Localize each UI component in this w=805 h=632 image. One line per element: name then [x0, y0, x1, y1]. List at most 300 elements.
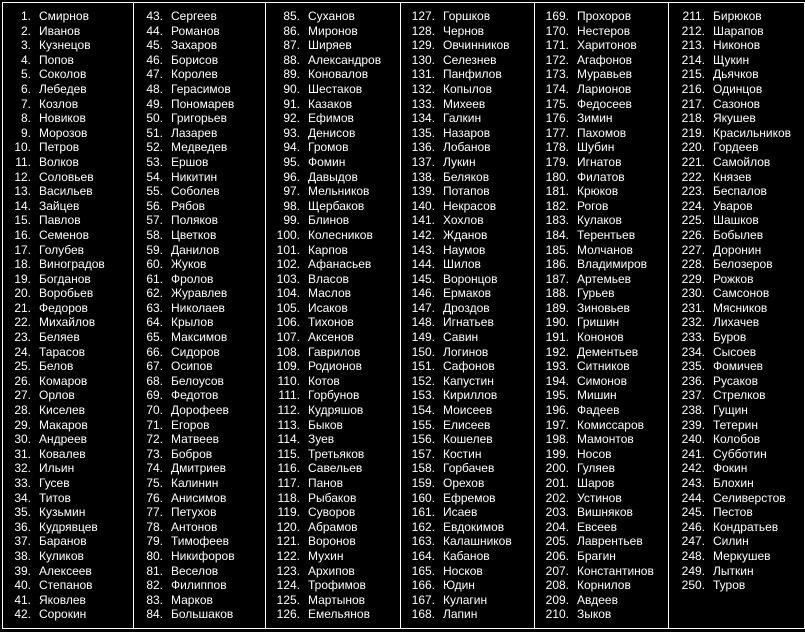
list-item: [266, 578, 400, 593]
surname: Сысоев: [713, 344, 757, 359]
list-item: [669, 403, 804, 418]
list-item: [669, 330, 804, 345]
rank-number: 167.: [411, 592, 435, 607]
rank-number: 86.: [283, 23, 300, 38]
rank-number: 28.: [14, 403, 31, 418]
surname: Гордеев: [713, 140, 759, 155]
list-item: [669, 67, 804, 82]
rank-number: 47.: [146, 67, 163, 82]
surname-column-5: [535, 3, 669, 629]
list-item: [134, 491, 265, 506]
surname: Моисеев: [443, 403, 493, 418]
rank-number: 202.: [545, 490, 569, 505]
list-item: [266, 155, 400, 170]
rank-number: 45.: [146, 38, 163, 53]
list-item: [266, 374, 400, 389]
surname: Виноградов: [39, 257, 105, 272]
rank-number: 74.: [146, 461, 163, 476]
list-item: [3, 461, 133, 476]
surname: Калинин: [171, 476, 219, 490]
list-item: [669, 228, 804, 243]
rank-number: 96.: [283, 169, 300, 184]
surname: Самойлов: [713, 154, 771, 169]
surname: Смирнов: [39, 9, 89, 23]
surname: Филатов: [577, 169, 625, 184]
list-item: [134, 564, 265, 579]
rank-number: 181.: [545, 184, 569, 199]
rank-number: 233.: [681, 330, 705, 345]
surname: Пестов: [713, 505, 753, 520]
rank-number: 52.: [146, 140, 163, 155]
list-item: [535, 170, 668, 185]
surname: Савин: [443, 330, 479, 345]
rank-number: 39.: [14, 563, 31, 578]
rank-number: 6.: [20, 81, 31, 96]
surname: Иванов: [39, 23, 81, 38]
surname: Уваров: [713, 198, 753, 213]
list-item: [266, 491, 400, 506]
rank-number: 212.: [681, 23, 705, 38]
rank-number: 232.: [681, 315, 705, 330]
surname: Костин: [443, 446, 482, 461]
surname: Егоров: [171, 417, 210, 432]
rank-number: 124.: [276, 578, 300, 593]
rank-number: 129.: [411, 38, 435, 53]
rank-number: 40.: [14, 578, 31, 593]
surname-column-2: [134, 3, 266, 629]
rank-number: 155.: [411, 417, 435, 432]
list-item: [266, 432, 400, 447]
surname: Красильников: [713, 125, 792, 140]
surname: Щукин: [713, 52, 750, 67]
rank-number: 92.: [283, 111, 300, 126]
surname: Гурьев: [577, 286, 615, 301]
rank-number: 73.: [146, 446, 163, 461]
rank-number: 214.: [681, 52, 705, 67]
surname: Кононов: [577, 330, 624, 345]
surname: Горшков: [443, 9, 491, 23]
rank-number: 23.: [14, 330, 31, 345]
surname: Сидоров: [171, 344, 220, 359]
surname: Рыбаков: [308, 490, 357, 505]
rank-number: 178.: [545, 140, 569, 155]
list-item: [134, 432, 265, 447]
surname: Аксенов: [308, 330, 354, 345]
rank-number: 16.: [14, 227, 31, 242]
surname: Николаев: [171, 300, 225, 315]
list-item: [3, 447, 133, 462]
surname: Киселев: [39, 403, 86, 418]
list-item: [134, 520, 265, 535]
surname: Петров: [39, 140, 80, 155]
list-item: [401, 432, 534, 447]
rank-number: 82.: [146, 578, 163, 593]
surname: Никитин: [171, 169, 218, 184]
list-item: [535, 53, 668, 68]
rank-number: 122.: [276, 548, 300, 563]
surname: Шашков: [713, 213, 759, 228]
surname: Игнатьев: [443, 315, 494, 330]
surname: Соловьев: [39, 169, 94, 184]
rank-number: 186.: [545, 257, 569, 272]
surname: Рожков: [713, 271, 754, 286]
list-item: [134, 607, 265, 622]
rank-number: 113.: [277, 417, 300, 432]
surname: Бобылев: [713, 227, 764, 242]
rank-number: 250.: [681, 578, 705, 593]
list-item: [401, 301, 534, 316]
list-item: [669, 272, 804, 287]
rank-number: 187.: [545, 271, 569, 286]
list-item: [669, 82, 804, 97]
list-item: [401, 155, 534, 170]
list-item: [401, 213, 534, 228]
list-item: [134, 126, 265, 141]
rank-number: 236.: [681, 373, 705, 388]
rank-number: 234.: [681, 344, 705, 359]
list-item: [669, 359, 804, 374]
list-item: [3, 549, 133, 564]
surname: Кузьмин: [39, 505, 86, 520]
rank-number: 130.: [411, 52, 435, 67]
list-item: [669, 111, 804, 126]
list-item: [134, 418, 265, 433]
rank-number: 199.: [545, 446, 569, 461]
list-item: [3, 199, 133, 214]
list-item: [3, 272, 133, 287]
list-item: [134, 593, 265, 608]
surname: Гусев: [39, 476, 70, 490]
rank-number: 235.: [681, 359, 705, 374]
surname: Беляков: [443, 169, 490, 184]
rank-number: 88.: [283, 52, 300, 67]
surname: Марков: [171, 592, 213, 607]
surname: Лихачев: [713, 315, 760, 330]
surname: Денисов: [308, 125, 356, 140]
surname: Кузнецов: [39, 38, 91, 53]
list-item: [266, 272, 400, 287]
surname: Белов: [39, 359, 74, 374]
surname: Рябов: [171, 198, 206, 213]
rank-number: 189.: [545, 300, 569, 315]
rank-number: 169.: [545, 9, 569, 23]
surname: Исаев: [443, 505, 478, 520]
list-item: [134, 345, 265, 360]
surname: Григорьев: [171, 111, 227, 126]
rank-number: 141.: [411, 213, 435, 228]
list-item: [669, 155, 804, 170]
rank-number: 215.: [681, 67, 705, 82]
list-item: [401, 374, 534, 389]
surname: Лазарев: [171, 125, 218, 140]
rank-number: 142.: [411, 227, 435, 242]
rank-number: 11.: [15, 154, 31, 169]
surname: Горбунов: [308, 388, 360, 403]
list-item: [535, 564, 668, 579]
list-item: [3, 578, 133, 593]
rank-number: 146.: [411, 286, 435, 301]
list-item: [401, 564, 534, 579]
list-item: [134, 374, 265, 389]
surname: Русаков: [713, 373, 758, 388]
rank-number: 24.: [14, 344, 31, 359]
list-item: [535, 24, 668, 39]
rank-number: 133.: [411, 96, 435, 111]
surname: Кулаков: [577, 213, 622, 228]
rank-number: 1.: [20, 9, 31, 23]
surname: Ларионов: [577, 81, 632, 96]
list-item: [266, 286, 400, 301]
surname: Белоусов: [171, 373, 224, 388]
surname: Федосеев: [577, 96, 632, 111]
surname: Филиппов: [171, 578, 227, 593]
surname: Большаков: [171, 607, 234, 622]
surname: Михеев: [443, 96, 486, 111]
list-item: [134, 53, 265, 68]
list-item: [134, 286, 265, 301]
surname: Исаков: [308, 300, 348, 315]
list-item: [3, 330, 133, 345]
rank-number: 161.: [411, 505, 435, 520]
surname: Поляков: [171, 213, 218, 228]
surname: Богданов: [39, 271, 91, 286]
list-item: [401, 9, 534, 24]
surname: Доронин: [713, 242, 762, 257]
surname: Корнилов: [577, 578, 631, 593]
list-item: [3, 491, 133, 506]
rank-number: 132.: [411, 81, 435, 96]
list-item: [134, 388, 265, 403]
rank-number: 63.: [146, 300, 163, 315]
rank-number: 49.: [146, 96, 163, 111]
rank-number: 151.: [411, 359, 435, 374]
list-item: [535, 359, 668, 374]
surname: Якушев: [713, 111, 756, 126]
rank-number: 26.: [14, 373, 31, 388]
surname: Блинов: [308, 213, 350, 228]
list-item: [266, 97, 400, 112]
rank-number: 135.: [411, 125, 435, 140]
surname: Комаров: [39, 373, 88, 388]
list-item: [3, 534, 133, 549]
list-item: [3, 126, 133, 141]
list-item: [669, 199, 804, 214]
surname: Харитонов: [577, 38, 637, 53]
surname: Пахомов: [577, 125, 627, 140]
rank-number: 147.: [411, 300, 435, 315]
rank-number: 21.: [14, 300, 31, 315]
list-item: [3, 184, 133, 199]
list-item: [401, 447, 534, 462]
rank-number: 29.: [14, 417, 31, 432]
rank-number: 14.: [14, 198, 31, 213]
surname: Королев: [171, 67, 218, 82]
surname: Матвеев: [171, 432, 219, 447]
surname: Крылов: [171, 315, 214, 330]
list-item: [401, 534, 534, 549]
rank-number: 152.: [411, 373, 435, 388]
surname: Вишняков: [577, 505, 633, 520]
surname: Галкин: [443, 111, 482, 126]
rank-number: 89.: [283, 67, 300, 82]
rank-number: 123.: [276, 563, 300, 578]
rank-number: 98.: [283, 198, 300, 213]
rank-number: 35.: [14, 505, 31, 520]
rank-number: 206.: [545, 548, 569, 563]
list-item: [669, 257, 804, 272]
list-item: [134, 67, 265, 82]
rank-number: 247.: [681, 534, 705, 549]
surname: Осипов: [171, 359, 213, 374]
surname: Давыдов: [308, 169, 358, 184]
surname: Кириллов: [443, 388, 498, 403]
list-item: [669, 432, 804, 447]
surname: Тихонов: [308, 315, 354, 330]
rank-number: 118.: [277, 490, 300, 505]
list-item: [401, 505, 534, 520]
list-item: [266, 461, 400, 476]
list-item: [134, 243, 265, 258]
list-item: [266, 607, 400, 622]
rank-number: 134.: [411, 111, 435, 126]
rank-number: 194.: [545, 373, 569, 388]
list-item: [535, 520, 668, 535]
rank-number: 221.: [681, 154, 705, 169]
list-item: [669, 53, 804, 68]
rank-number: 239.: [681, 417, 705, 432]
list-item: [401, 272, 534, 287]
rank-number: 116.: [277, 461, 300, 476]
rank-number: 188.: [545, 286, 569, 301]
rank-number: 10.: [14, 140, 31, 155]
rank-number: 223.: [681, 184, 705, 199]
list-item: [266, 67, 400, 82]
rank-number: 136.: [411, 140, 435, 155]
list-item: [669, 534, 804, 549]
list-item: [401, 476, 534, 491]
rank-number: 90.: [283, 81, 300, 96]
list-item: [266, 505, 400, 520]
surname: Мишин: [577, 388, 617, 403]
list-item: [669, 345, 804, 360]
list-item: [266, 476, 400, 491]
rank-number: 171.: [545, 38, 569, 53]
list-item: [3, 228, 133, 243]
rank-number: 22.: [14, 315, 31, 330]
list-item: [3, 520, 133, 535]
surname: Дементьев: [577, 344, 639, 359]
list-item: [535, 418, 668, 433]
list-item: [535, 491, 668, 506]
list-item: [535, 534, 668, 549]
list-item: [134, 330, 265, 345]
rank-number: 128.: [411, 23, 435, 38]
surname: Меркушев: [713, 548, 771, 563]
surname: Герасимов: [171, 81, 231, 96]
list-item: [266, 140, 400, 155]
surname: Гаврилов: [308, 344, 361, 359]
surname: Лобанов: [443, 140, 491, 155]
surname: Мамонтов: [577, 432, 634, 447]
list-item: [535, 330, 668, 345]
surname: Дмитриев: [171, 461, 227, 476]
rank-number: 125.: [276, 592, 300, 607]
list-item: [669, 491, 804, 506]
rank-number: 46.: [146, 52, 163, 67]
rank-number: 222.: [681, 169, 705, 184]
rank-number: 54.: [146, 169, 163, 184]
list-item: [669, 374, 804, 389]
surname: Никонов: [713, 38, 761, 53]
rank-number: 207.: [545, 563, 569, 578]
list-item: [3, 388, 133, 403]
surname: Ефимов: [308, 111, 354, 126]
rank-number: 42.: [14, 607, 31, 622]
rank-number: 107.: [276, 330, 300, 345]
rank-number: 100.: [276, 227, 300, 242]
list-item: [266, 520, 400, 535]
rank-number: 216.: [681, 81, 705, 96]
surname: Кулагин: [443, 592, 488, 607]
list-item: [535, 257, 668, 272]
rank-number: 205.: [545, 534, 569, 549]
surname: Дорофеев: [171, 403, 229, 418]
surname: Артемьев: [577, 271, 631, 286]
list-item: [134, 9, 265, 24]
surname: Кудрявцев: [39, 519, 98, 534]
surname: Савельев: [308, 461, 363, 476]
rank-number: 81.: [146, 563, 163, 578]
list-item: [266, 38, 400, 53]
rank-number: 157.: [411, 446, 435, 461]
surname: Беляев: [39, 330, 80, 345]
rank-number: 66.: [146, 344, 163, 359]
list-item: [134, 578, 265, 593]
list-item: [3, 301, 133, 316]
rank-number: 127.: [411, 9, 435, 23]
rank-number: 203.: [545, 505, 569, 520]
surname: Федотов: [171, 388, 219, 403]
rank-number: 210.: [545, 607, 569, 622]
surname: Субботин: [713, 446, 767, 461]
list-item: [535, 286, 668, 301]
surname: Куликов: [39, 548, 84, 563]
rank-number: 213.: [681, 38, 705, 53]
list-item: [3, 53, 133, 68]
surname: Суханов: [308, 9, 355, 23]
list-item: [134, 38, 265, 53]
surname: Миронов: [308, 23, 358, 38]
rank-number: 41.: [14, 592, 31, 607]
list-item: [3, 243, 133, 258]
list-item: [266, 9, 400, 24]
list-item: [134, 315, 265, 330]
list-item: [134, 82, 265, 97]
list-item: [669, 578, 804, 593]
surname: Трофимов: [308, 578, 366, 593]
list-item: [134, 111, 265, 126]
rank-number: 240.: [681, 432, 705, 447]
list-item: [535, 82, 668, 97]
list-item: [134, 301, 265, 316]
surname: Орлов: [39, 388, 75, 403]
list-item: [134, 97, 265, 112]
rank-number: 225.: [681, 213, 705, 228]
list-item: [669, 184, 804, 199]
surname: Воробьев: [39, 286, 94, 301]
list-item: [134, 170, 265, 185]
rank-number: 12.: [14, 169, 31, 184]
